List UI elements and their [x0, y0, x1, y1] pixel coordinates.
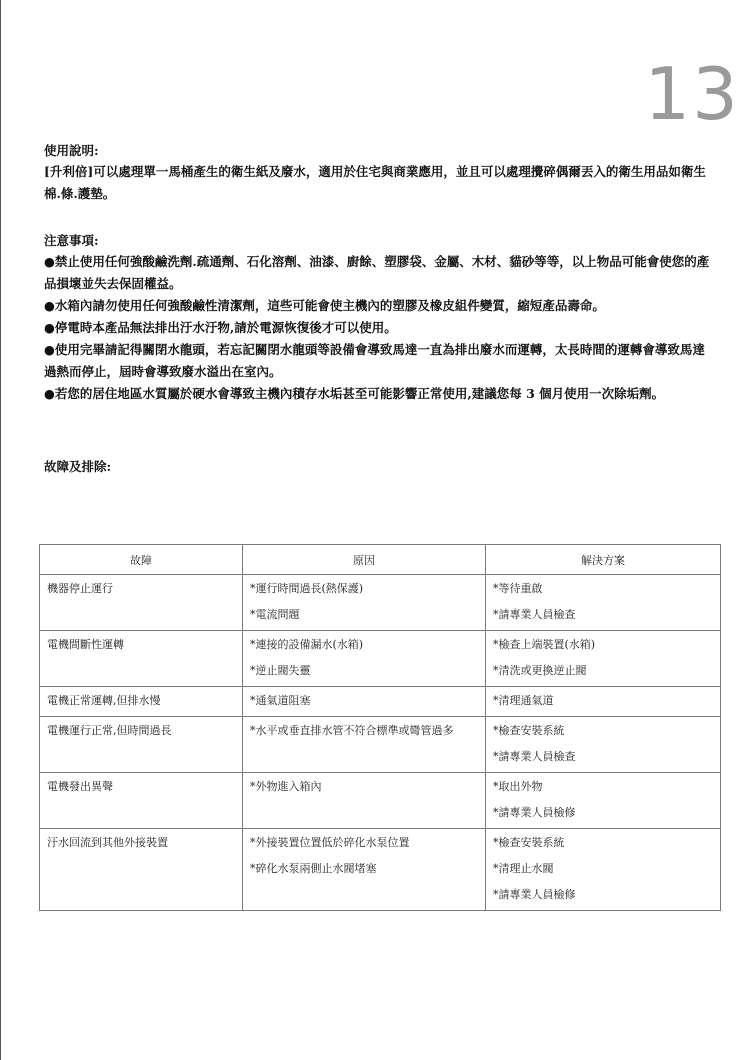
solution-cell — [486, 829, 721, 911]
cause-text: *水平或垂直排水管不符合標準或彎管過多 — [250, 724, 454, 737]
troubleshoot-table — [39, 544, 721, 911]
header-cause: 原因 — [243, 545, 486, 575]
fault-cell — [40, 829, 243, 911]
table-row — [40, 631, 721, 687]
solution-text: *檢查安裝系統 — [493, 836, 565, 849]
solution-cell — [486, 717, 721, 773]
cause-text: *通氣道阻塞 — [250, 694, 311, 707]
document-body — [44, 141, 712, 477]
fault-text: 電機間斷性運轉 — [47, 638, 124, 651]
fault-text: 汙水回流到其他外接裝置 — [47, 836, 168, 849]
troubleshoot-title: 故障及排除: — [44, 459, 112, 474]
fault-text: 電機運行正常,但時間過長 — [47, 724, 172, 737]
cause-text: *電流問題 — [250, 608, 300, 621]
solution-text: *請專業人員檢修 — [493, 806, 576, 819]
solution-text: *等待重啟 — [493, 582, 543, 595]
fault-text: 電機正常運轉,但排水慢 — [47, 694, 161, 707]
solution-cell — [486, 575, 721, 631]
fault-cell — [40, 575, 243, 631]
solution-text: *取出外物 — [493, 780, 543, 793]
page-number: 13 — [644, 52, 740, 136]
fault-cell — [40, 717, 243, 773]
note-item: ●禁止使用任何強酸鹼洗劑.疏通劑、石化溶劑、油漆、廚餘、塑膠袋、金屬、木材、貓砂等等，以上物品可能會使您的產品損壞並失去保固權益。 — [44, 254, 710, 291]
solution-cell — [486, 773, 721, 829]
usage-title: 使用說明: — [44, 143, 99, 158]
solution-text: *請專業人員檢查 — [493, 750, 576, 763]
usage-text: [升利倍]可以處理單一馬桶產生的衛生紙及廢水，適用於住宅與商業應用，並且可以處理攪碎偶爾丟入的衛生用品如衛生棉.條.護墊。 — [44, 164, 706, 201]
cause-text: *碎化水泵兩側止水閥堵塞 — [250, 862, 377, 875]
notes-section — [44, 231, 712, 405]
cause-text: *連接的設備漏水(水箱) — [250, 638, 364, 651]
solution-cell — [486, 687, 721, 717]
cause-cell — [243, 717, 486, 773]
note-item: ●停電時本產品無法排出汙水汙物,請於電源恢復後才可以使用。 — [44, 320, 397, 335]
table-row — [40, 773, 721, 829]
cause-text: *外接裝置位置低於碎化水泵位置 — [250, 836, 410, 849]
solution-text: *檢查安裝系統 — [493, 724, 565, 737]
solution-text: *請專業人員檢查 — [493, 608, 576, 621]
usage-section — [44, 141, 712, 205]
fault-cell — [40, 687, 243, 717]
note-item: ●水箱內請勿使用任何強酸鹼性清潔劑，這些可能會使主機內的塑膠及橡皮組件變質，縮短產品壽命。 — [44, 298, 605, 313]
cause-cell — [243, 773, 486, 829]
header-fault: 故障 — [40, 545, 243, 575]
page-left-border — [0, 0, 1, 1060]
cause-cell — [243, 631, 486, 687]
cause-text: *逆止閥失靈 — [250, 664, 311, 677]
notes-title: 注意事項: — [44, 233, 99, 248]
solution-text: *檢查上端裝置(水箱) — [493, 638, 596, 651]
cause-cell — [243, 687, 486, 717]
cause-cell — [243, 575, 486, 631]
solution-text: *清洗或更換逆止閥 — [493, 664, 587, 677]
solution-text: *請專業人員檢修 — [493, 888, 576, 901]
table-row — [40, 687, 721, 717]
table-row — [40, 717, 721, 773]
fault-text: 電機發出異聲 — [47, 780, 113, 793]
fault-cell — [40, 631, 243, 687]
note-item: ●使用完畢請記得關閉水龍頭，若忘記關閉水龍頭等設備會導致馬達一直為排出廢水而運轉，太長時間的運轉會導致馬達過熱而停止，屆時會導致廢水溢出在室內。 — [44, 342, 705, 379]
table-row — [40, 575, 721, 631]
note-item: ●若您的居住地區水質屬於硬水會導致主機內積存水垢甚至可能影響正常使用,建議您每 3 個月使用一次除垢劑。 — [44, 386, 665, 401]
cause-text: *外物進入箱內 — [250, 780, 322, 793]
cause-text: *運行時間過長(熱保護) — [250, 582, 364, 595]
cause-cell — [243, 829, 486, 911]
fault-text: 機器停止運行 — [47, 582, 113, 595]
solution-text: *清理通氣道 — [493, 694, 554, 707]
fault-cell — [40, 773, 243, 829]
header-solution: 解決方案 — [486, 545, 721, 575]
solution-text: *清理止水閥 — [493, 862, 554, 875]
solution-cell — [486, 631, 721, 687]
table-row — [40, 829, 721, 911]
table-header-row — [40, 545, 721, 575]
